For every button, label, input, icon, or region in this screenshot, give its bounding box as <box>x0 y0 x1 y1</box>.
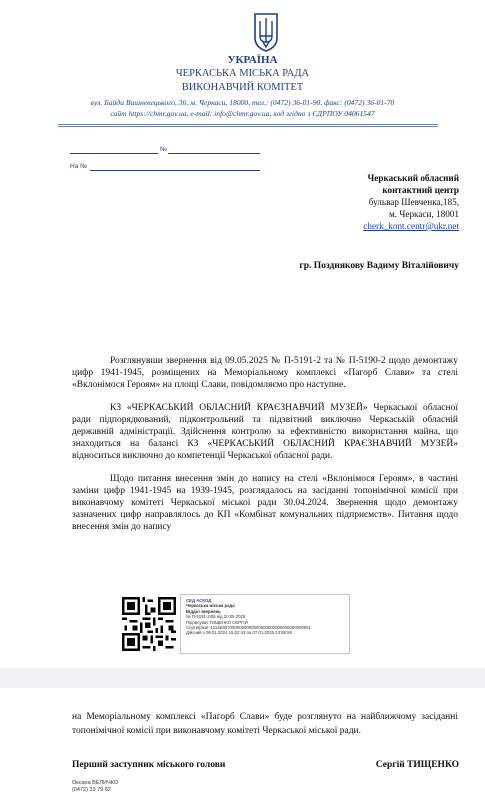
stamp-org: Черкаська міська рада <box>186 603 235 609</box>
stamp-certificate: Сертифікат 4314E9070000000000000000000000000000000001 <box>186 625 311 631</box>
stamp-department: Відділ звернень <box>186 608 221 614</box>
recipient-street: бульвар Шевченка,185, <box>368 197 459 207</box>
body-continuation: на Меморіальному комплексі «Пагорб Слави» буде розглянуто на найближчому засіданні топонімічної комісії при виконавчому комітеті Черкаської міської ради. <box>72 712 458 736</box>
executor-block <box>72 780 118 794</box>
recipient-org-line1: Черкаський обласний <box>367 173 459 183</box>
signatory-name: Сергій ТИЩЕНКО <box>375 760 459 770</box>
letterhead-divider-secondary <box>58 126 438 127</box>
trident-emblem-icon <box>253 12 279 52</box>
reply-number-line <box>90 170 260 171</box>
letterhead-committee: ВИКОНАВЧИЙ КОМІТЕТ <box>181 82 304 93</box>
letter-body <box>72 355 458 544</box>
body-paragraph-3: Щодо питання внесення змін до напису на стелі «Вклонімося Героям», в частині заміни цифр 1941-1945 на 1939-1945, розглядалось на засіданні топонімічної комісії при виконавчому комітеті Черкаської міської ради 30.04.2024. Звернення щодо демонтажу зазначених цифр направлялось до КП «Комбінат комунальних підприємств». Питання щодо внесення змін до напису <box>72 474 458 532</box>
recipient-city: м. Черкаси, 18001 <box>388 209 459 219</box>
e-signature-stamp <box>122 594 350 654</box>
recipient-block <box>363 172 459 232</box>
recipient-org-line2: контактний центр <box>382 185 459 195</box>
addressee: гр. Позднякову Вадиму Віталійовичу <box>299 261 459 271</box>
executor-phone: (0472) 33 79 62 <box>72 787 111 793</box>
letterhead-council: ЧЕРКАСЬКА МІСЬКА РАДА <box>175 68 310 79</box>
stamp-details <box>186 598 311 636</box>
qr-code-icon <box>122 597 176 651</box>
letterhead-country: УКРАЇНА <box>227 54 278 66</box>
recipient-email-link[interactable]: cherk_kont.centr@ukr.net <box>363 221 459 231</box>
outgoing-number-line <box>168 153 260 154</box>
outgoing-number-label: № <box>160 146 167 153</box>
signatory-title: Перший заступник міського голови <box>72 760 226 770</box>
body-paragraph-2: КЗ «ЧЕРКАСЬКИЙ ОБЛАСНИЙ КРАЄЗНАВЧИЙ МУЗЕЙ» Черкаської обласної ради підпорядкований, підконтрольний та підзвітний виключно Черкаській обласній державній адміністрації. Здійснення контролю за ефективністю використання майна, що знаходиться на балансі КЗ «ЧЕРКАСЬКИЙ ОБЛАСНИЙ КРАЄЗНАВЧИЙ МУЗЕЙ» відноситься виключно до компетенції Черкаської обласної ради. <box>72 403 458 461</box>
letterhead-contacts: сайт https://chmr.gov.ua, e-mail: info@chmr.gov.ua, код згідно з ЄДРПОУ 04061547 <box>110 109 375 118</box>
body-paragraph-1: Розглянувши звернення від 09.05.2025 № П-5191-2 та № П-5190-2 щодо демонтажу цифр 1941-1945, розміщених на Меморіальному комплексі «Пагорб Слави» та стелі «Вклонімося Героям» на площі Слави, повідомляємо про наступне. <box>72 356 458 390</box>
stamp-system: СЕД АСКОД <box>186 598 212 603</box>
stamp-signer: Підписувач ТИЩЕНКО СЕРГІЙ <box>186 619 248 625</box>
reply-number-label: На № <box>70 163 88 170</box>
letterhead-divider <box>58 124 438 125</box>
letterhead-address: вул. Байди Вишневецького, 36, м. Черкаси, 18000, тел.: (0472) 36-01-90, факс: (0472) 36-01-70 <box>90 98 395 107</box>
executor-name: Оксана ВЕЛИЧКО <box>72 780 119 786</box>
outgoing-date-line <box>70 153 158 154</box>
stamp-validity: Дійсний з 08.01.2024 15:02:43 по 07.01.2026 23:59:59 <box>186 630 292 636</box>
stamp-reg-number: № П-5191-2/06 від 20.05.2025 <box>186 614 246 620</box>
